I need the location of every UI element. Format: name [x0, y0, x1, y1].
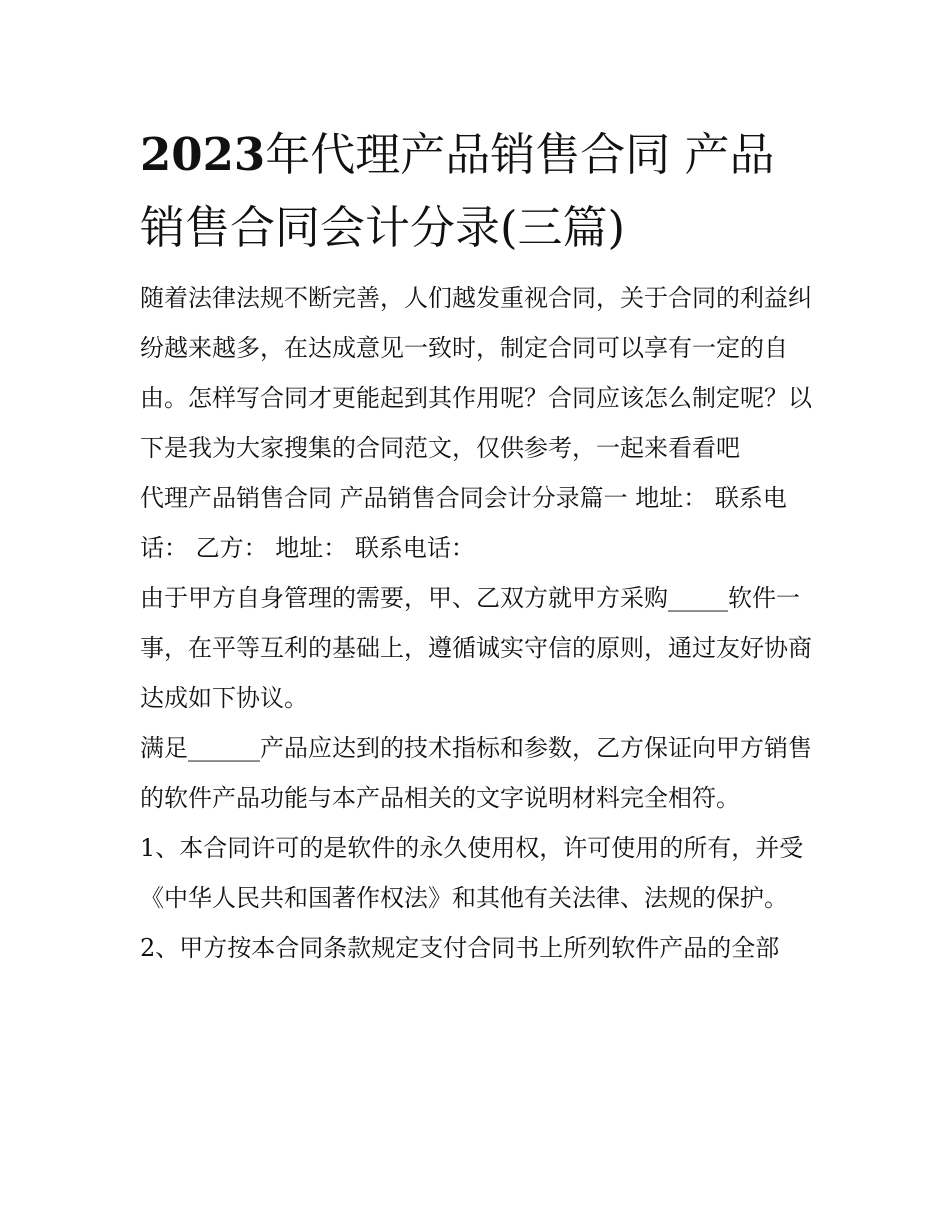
clause-2-paragraph: 2、甲方按本合同条款规定支付合同书上所列软件产品的全部 — [140, 934, 780, 962]
document-body — [140, 118, 812, 973]
title-text: 年代理产品销售合同 产品销售合同会计分录(三篇) — [140, 128, 775, 254]
purpose-paragraph: 由于甲方自身管理的需要，甲、乙双方就甲方采购_____软件一事，在平等互利的基础上，遵循诚实守信的原则，通过友好协商达成如下协议。 — [140, 584, 812, 712]
technical-spec-paragraph: 满足______产品应达到的技术指标和参数，乙方保证向甲方销售的软件产品功能与本产品相关的文字说明材料完全相符。 — [140, 734, 812, 812]
intro-paragraph: 随着法律法规不断完善，人们越发重视合同，关于合同的利益纠纷越来越多，在达成意见一致时，制定合同可以享有一定的自由。怎样写合同才更能起到其作用呢？合同应该怎么制定呢？以下是我为大家搜集的合同范文，仅供参考，一起来看看吧 — [140, 284, 812, 462]
clause-1-paragraph: 1、本合同许可的是软件的永久使用权，许可使用的所有，并受《中华人民共和国著作权法》和其他有关法律、法规的保护。 — [140, 834, 804, 912]
title-year: 2023 — [140, 128, 266, 181]
document-title — [140, 118, 812, 264]
contract-parties-paragraph: 代理产品销售合同 产品销售合同会计分录篇一 地址： 联系电话： 乙方： 地址： 联系电话： — [140, 484, 787, 562]
